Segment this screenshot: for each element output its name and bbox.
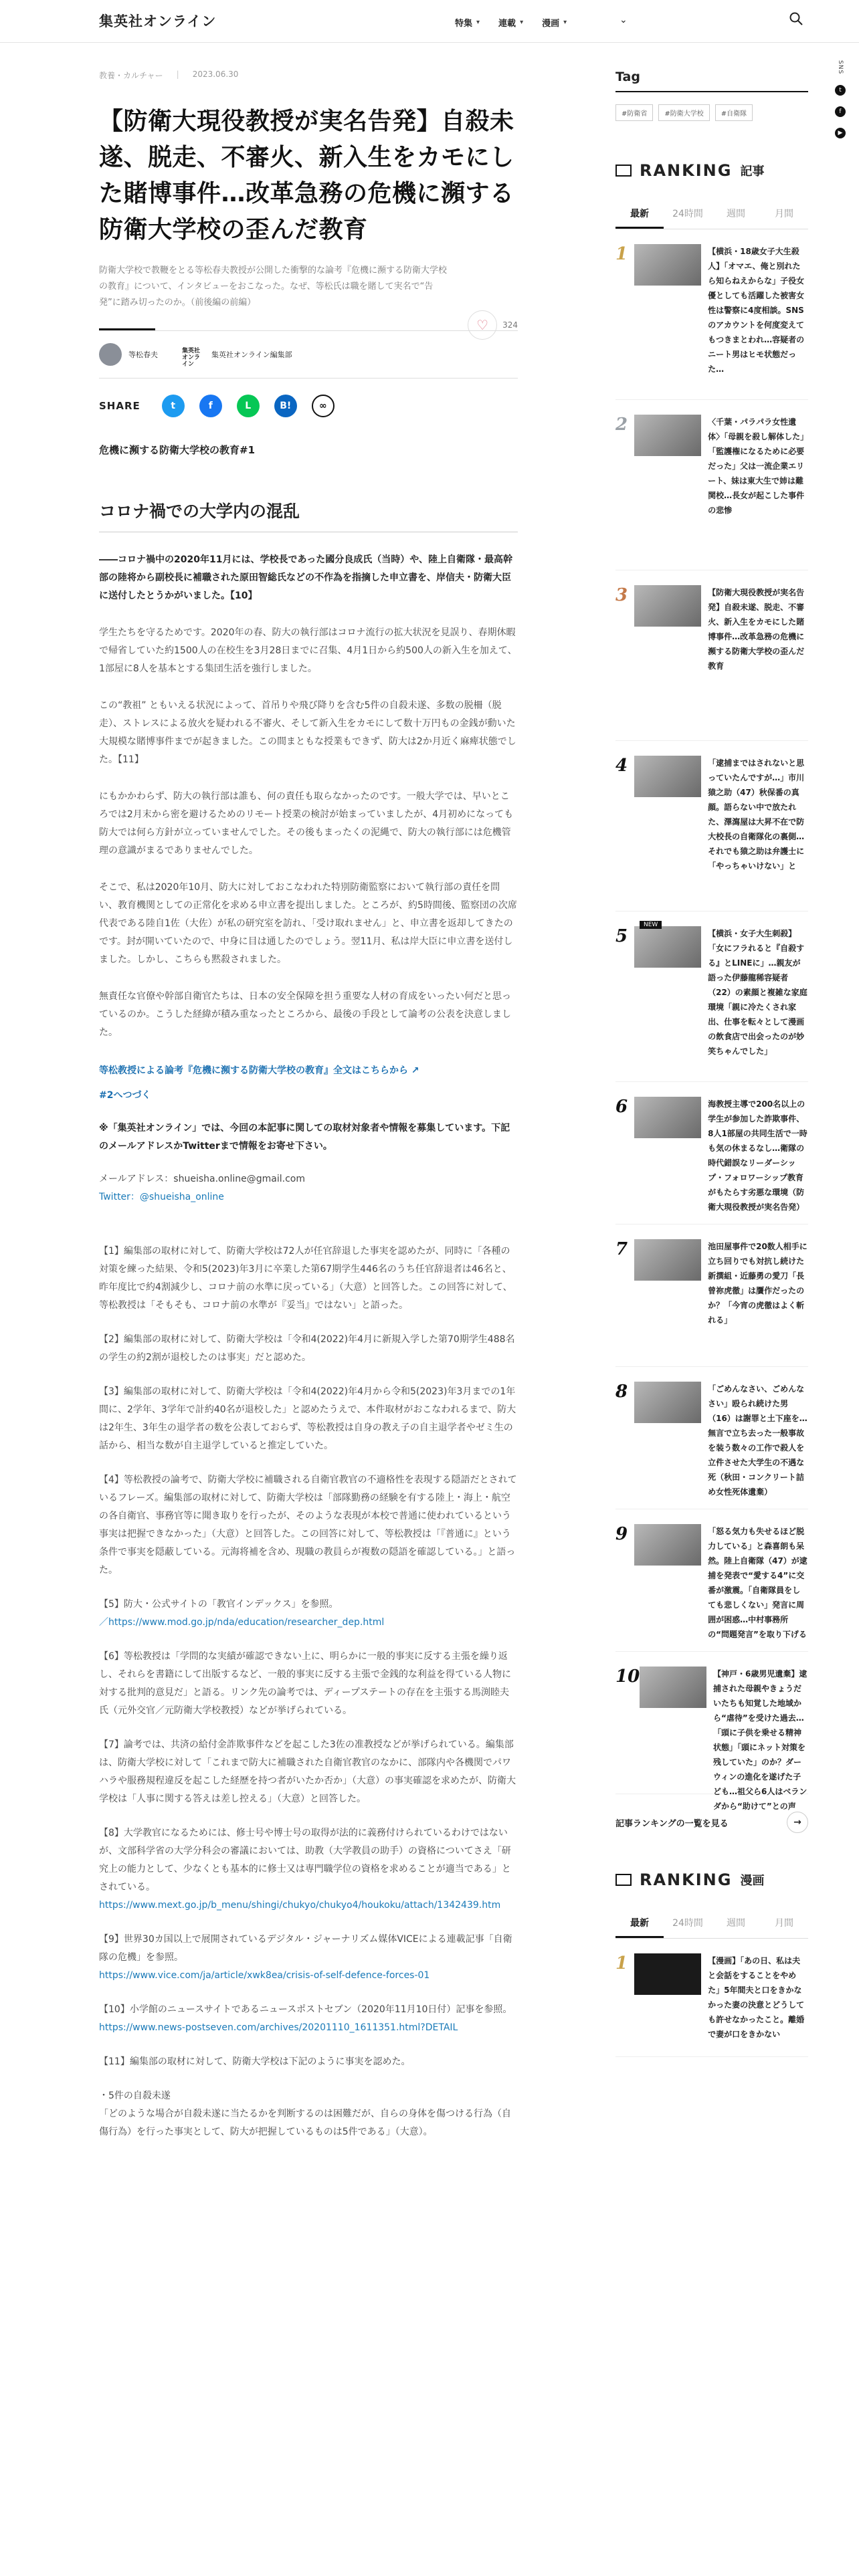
section-heading: コロナ禍での大学内の混乱 (99, 498, 518, 532)
nav-item-manga-label: 漫画 (542, 19, 560, 29)
tag-heading: Tag (615, 70, 808, 92)
nav-item-series[interactable] (498, 16, 523, 29)
tab-monthly[interactable]: 月間 (775, 1918, 793, 1929)
body-paragraph: にもかかわらず、防大の執行部は誰も、何の責任も取らなかったのです。一般大学では、早いところでは2月末から密を避けるためのリモート授業の検討が始まっていましたが、4月初めになっても防大では何ら方針が立っていませんでした。その後もまったくの泥縄で、防大の執行部には危機管理の意識がまるでありませんでした。 (99, 791, 514, 856)
meta-divider: | (176, 70, 179, 79)
chevron-down-icon: ▾ (476, 19, 480, 26)
ranking-title: RANKING (640, 1870, 733, 1889)
avatar (99, 343, 122, 366)
category-link[interactable]: 教養・カルチャー (99, 71, 163, 80)
like-area (468, 310, 518, 340)
ranking-item[interactable] (615, 1082, 808, 1224)
ranking-item[interactable] (615, 1652, 808, 1811)
author-name: 集英社オンライン編集部 (211, 350, 292, 359)
footnote: 【3】編集部の取材に対して、防衛大学校は「令和4(2022)年4月から令和5(2023)年3月までの1年間に、2学年、3学年で計約40名が退校した」と認めたうえで、本件取材がおこなわれるまで、防大は2年生、3年生の退学者の数を公表しておらず、等松教授は自身の教え子の自主退学者やゼミ生の話から、相当な数が自主退学していると推定していた。 (99, 1386, 516, 1451)
rank-number: 6 (615, 1097, 628, 1117)
author-list (99, 331, 518, 378)
body-paragraph: この“教祖” ともいえる状況によって、首吊りや飛び降りを含む5件の自殺未遂、多数の脱柵（脱走）、ストレスによる放火を疑われる不審火、そして新入生をカモにして数十万円もの金銭が動いた大規模な賭博事件までが起きました。この間まともな授業もできず、防大は2か月近く麻痺状態でした。【11】 (99, 700, 516, 765)
ranking-icon (615, 165, 632, 177)
rank-number: 1 (615, 1953, 628, 1973)
hatena-icon[interactable]: B! (274, 395, 297, 417)
social-links (835, 60, 846, 138)
ranking-list (615, 229, 808, 1811)
twitter-icon[interactable]: t (162, 395, 185, 417)
footnote: 【9】世界30カ国以上で展開されているデジタル・ジャーナリズム媒体VICEによる連載記事「自衛隊の危機」を参照。 (99, 1934, 512, 1963)
publish-date: 2023.06.30 (192, 70, 239, 79)
footnote-item-label: ・5件の自殺未遂 (99, 2090, 171, 2101)
nav-item-manga[interactable] (542, 16, 567, 29)
tab-weekly[interactable]: 週間 (727, 209, 745, 219)
tab-monthly[interactable]: 月間 (775, 209, 793, 219)
tag-list (615, 104, 808, 121)
ranking-item[interactable] (615, 570, 808, 741)
rank-number: 7 (615, 1239, 628, 1259)
contact-twitter[interactable]: Twitter：@shueisha_online (99, 1192, 224, 1202)
line-icon[interactable]: L (237, 395, 260, 417)
rank-number: 5 (615, 926, 628, 946)
tag-chip[interactable]: #防衛省 (615, 104, 653, 121)
thumbnail (634, 585, 701, 627)
chevron-down-icon: ▾ (563, 19, 567, 26)
sns-label: SNS (837, 60, 844, 75)
body-paragraph: そこで、私は2020年10月、防大に対しておこなわれた特別防衛監察において執行部の責任を問い、教育機関としての正常化を求める申立書を提出しました。ところが、約5時間後、監察団の次席代表である陸自1佐（大佐）が私の研究室を訪れ、「受け取れません」と、申立書を返却してきたのです。封が開いていたので、中身に目は通したのでしょう。翌11月、私は岸大臣に申立書を送付しました。しかし、こちらも黙殺されました。 (99, 882, 517, 965)
link-icon[interactable]: ∞ (312, 395, 335, 417)
youtube-icon[interactable]: ▶ (835, 128, 846, 138)
tag-chip[interactable]: #防衛大学校 (658, 104, 709, 121)
rank-number: 1 (615, 244, 628, 264)
tab-24h[interactable]: 24時間 (672, 209, 703, 219)
rank-text: 「ごめんなさい、ごめんなさい」殴られ続けた男（16）は謝罪と土下座を…無言で立ち去った一般事故を装う数々の工作で殺人を立件させた大学生の不遇な死（秋田・コンクリート詰め女性死体遺棄） (708, 1384, 807, 1497)
footnote: 【2】編集部の取材に対して、防衛大学校は「令和4(2022)年4月に新規入学した第70期学生488名の学生の約2割が退校したのは事実」だと認めた。 (99, 1334, 515, 1363)
author-name: 等松春夫 (128, 350, 158, 359)
rank-number: 4 (615, 756, 628, 776)
facebook-icon[interactable]: f (199, 395, 222, 417)
ranking-item[interactable] (615, 911, 808, 1082)
author-item[interactable] (99, 343, 158, 366)
ranking-item[interactable] (615, 400, 808, 570)
ranking-item[interactable] (615, 741, 808, 911)
thumbnail (634, 244, 701, 286)
footnote: 【10】小学館のニュースサイトであるニュースポストセブン（2020年11月10日付）記事を参照。 (99, 2004, 512, 2015)
tab-24h[interactable]: 24時間 (672, 1918, 703, 1929)
chevron-down-icon[interactable]: ⌄ (619, 15, 628, 25)
rank-number: 2 (615, 415, 628, 435)
body-paragraph: 学生たちを守るためです。2020年の春、防大の執行部はコロナ流行の拡大状況を見誤り、春期休暇で帰省していた約1500人の在校生を3月28日までに召集、4月1日から約500人の新入生を加えて、1部屋に8人を基本とする集団生活を強行しました。 (99, 627, 517, 674)
avatar: 集英社 オンライン (182, 348, 201, 368)
footnote: 【4】等松教授の論考で、防衛大学校に補職される自衛官教官の不適格性を表現する隠語だとされているフレーズ。編集部の取材に対して、防衛大学校は「部隊勤務の経験を有する陸上・海上・航空の各自衛官、事務官等に聞き取りを行ったが、そのような表現が本校で普通に使われているという事実は把握できなかった」（大意）と回答した。この回答に対して、等松教授は「『普通に』という条件で事実を隠蔽している。元海将補を含め、現職の教員らが複数の隠語を確認している。」と語った。 (99, 1475, 517, 1576)
rank-text: 「逮捕まではされないと思っていたんですが…」市川猿之助（47）秋保番の真顔。語らない中で放たれた、澤瀉屋は大昇不在で防大校長の自衛隊化の裏側…それでも猿之助は弁護士に「やっちゃいけない」と (708, 758, 805, 871)
nav-item-series-label: 連載 (498, 19, 516, 29)
divider (99, 378, 518, 379)
rank-text: 【漫画】「あの日、私は夫と会話をすることをやめた」5年間夫と口をきかなかった妻の決意とどうしても許せなかったこと。離婚で妻が口をきかない (708, 1956, 805, 2039)
ronkou-link-label: 等松教授による論考『危機に瀕する防衛大学校の教育』全文はこちらから (99, 1065, 408, 1076)
thumbnail (634, 415, 701, 456)
rank-text: 池田屋事件で20数人相手に立ち回りでも対抗し続けた新撰組・近藤勇の愛刀「長曾祢虎徹」は贋作だったのか？「今宵の虎徹はよく斬れる」 (708, 1242, 807, 1325)
footnote-url[interactable]: ／https://www.mod.go.jp/nda/education/researcher_dep.html (99, 1617, 385, 1628)
rank-text: 【防衛大現役教授が実名告発】自殺未遂、脱走、不審火、新入生をカモにした賭博事件…改革急務の危機に瀕する防衛大学校の歪んだ教育 (708, 588, 805, 671)
rank-number: 3 (615, 585, 628, 605)
chevron-down-icon: ▾ (520, 19, 524, 26)
arrow-right-icon: → (787, 1812, 808, 1833)
ranking-title: RANKING (640, 161, 733, 180)
like-count: 324 (502, 320, 518, 330)
manga-ranking-heading (615, 1870, 808, 1889)
footnote-url[interactable]: https://www.vice.com/ja/article/xwk8ea/crisis-of-self-defence-forces-01 (99, 1970, 430, 1981)
rank-text: 【横浜・女子大生刺殺】「女にフラれると『自殺する』とLINEに」…親友が語った伊藤龍稀容疑者（22）の素顔と複雑な家庭環境「親に冷たくされ家出、仕事を転々として漫画の飲食店で出会ったのが妙笑ちゃんでした」 (708, 929, 807, 1056)
share-bar (99, 395, 518, 417)
twitter-icon[interactable]: t (835, 85, 846, 96)
thumbnail (634, 1524, 701, 1566)
rank-number: 9 (615, 1524, 628, 1544)
tag-chip[interactable]: #自衛隊 (715, 104, 753, 121)
rank-text: 〈千葉・パラパラ女性遺体〉「母親を殺し解体した」「監護権になるために必要だった」父は一流企業エリート、妹は東大生で姉は難関校…長女が起こした事件の悲惨 (708, 417, 805, 515)
next-page-link[interactable]: #2へつづく (99, 1090, 151, 1101)
ranking-item[interactable] (615, 1367, 808, 1509)
footnote-url[interactable]: https://www.mext.go.jp/b_menu/shingi/chukyo/chukyo4/houkoku/attach/1342439.htm (99, 1900, 501, 1911)
rank-text: 【横浜・18歳女子大生殺人】「オマエ、俺と別れたら知らねえからな」子役女優としても活躍した被害女性は警察に4度相談。SNSのアカウントを何度変えてもつきまとわれ…容疑者のニート男はヒモ状態だった… (708, 247, 805, 374)
thumbnail (634, 1382, 701, 1423)
tab-weekly[interactable]: 週間 (727, 1918, 745, 1929)
new-badge: NEW (640, 921, 662, 929)
main-nav (455, 16, 567, 29)
ranking-tabs (615, 200, 808, 229)
sidebar (615, 70, 808, 2057)
ranking-item[interactable] (615, 1509, 808, 1652)
footnote-url[interactable]: https://www.news-postseven.com/archives/20201110_1611351.html?DETAIL (99, 2022, 458, 2033)
thumbnail (640, 1667, 706, 1708)
article-main (99, 70, 518, 2141)
manga-ranking-item[interactable] (615, 1939, 808, 2057)
external-link-icon: ↗ (411, 1065, 419, 1076)
ranking-heading (615, 161, 808, 180)
series-title[interactable]: 危機に瀕する防衛大学校の教育#1 (99, 444, 256, 456)
nav-item-feature-label: 特集 (455, 19, 473, 29)
rank-number: 8 (615, 1382, 628, 1402)
article-lead: 防衛大学校で教鞭をとる等松春夫教授が公開した衝撃的な論考『危機に瀕する防衛大学校の教育』について、インタビューをおこなった。なぜ、等松氏は職を賭して実名で“告発”に踏み切ったのか。（前後編の前編） (99, 265, 448, 308)
footnote: 【8】大学教官になるためには、修士号や博士号の取得が法的に義務付けられているわけではないが、文部科学省の大学分科会の審議においては、助教（大学教員の助手）の資格についてさえ「研究上の能力として、少なくとも基本的に修士又は専門職学位の資格を求めることが適当である」とされている。 (99, 1828, 511, 1893)
article-title: 【防衛大現役教授が実名告発】自殺未遂、脱走、不審火、新入生をカモにした賭博事件…改革急務の危機に瀕する防衛大学校の歪んだ教育 (99, 108, 514, 243)
interview-question: ――コロナ禍中の2020年11月には、学校長であった國分良成氏（当時）や、陸上自衛隊・最高幹部の陸将から副校長に補職された原田智総氏などの不作為を指摘した申立書を、岸信夫・防衛大臣に送付したとうかがいました。【10】 (99, 554, 513, 601)
rank-number: 10 (615, 1667, 640, 1687)
footnote: 【7】論考では、共済の給付金詐欺事件などを起こした3佐の准教授などが挙げられている。編集部は、防衛大学校に対して「これまで防大に補職された自衛官教官のなかに、部隊内や各機関でパワハラや服務規程違反を起こした経歴を持つ者がいたか否か」（大意）の事実確認を求めたが、防衛大学校は「人事に関する答えは差し控える」（大意）と回答した。 (99, 1739, 516, 1804)
search-icon[interactable] (788, 11, 804, 27)
info-request: ※「集英社オンライン」では、今回の本記事に関しての取材対象者や情報を募集しています。下記のメールアドレスかTwitterまで情報をお寄せ下さい。 (99, 1123, 510, 1152)
article-meta (99, 70, 518, 81)
thumbnail (634, 1239, 701, 1281)
heart-icon[interactable]: ♡ (468, 310, 497, 340)
footnote-item-text: 「どのような場合が自殺未遂に当たるかを判断するのは困難だが、自らの身体を傷つける行為（自傷行為）を行った事実として、防大が把握しているものは5件である」（大意）。 (99, 2109, 511, 2137)
rank-text: 【神戸・6歳男児遺棄】逮捕された母親やきょうだいたちも知覚した地域から“虐待”を受けた過去…「頭に子供を乗せる精神状態」「頭にネット対策を残していた」のか？ダーウィンの進化を遂げた子ども…祖父ら6人はベランダから“助けて”との声 (713, 1669, 807, 1811)
ranking-icon (615, 1874, 632, 1886)
share-label: SHARE (99, 400, 140, 412)
manga-ranking-tabs (615, 1909, 808, 1939)
site-header (0, 0, 859, 43)
footnote: 【1】編集部の取材に対して、防衛大学校は72人が任官辞退した事実を認めたが、同時に「各種の対策を練った結果、令和5(2023)年3月に卒業した第67期学生446名のうち任官辞退者は46名と、昨年度比で約4割減少し、コロナ前の水準に戻っている」（大意）と回答した。この回答に対して、等松教授は「そもそも、コロナ前の水準が『妥当』ではない」と語った。 (99, 1246, 512, 1311)
footnote: 【6】等松教授は「学問的な実績が確認できない上に、明らかに一般的事実に反する主張を繰り返し、それらを書籍にして出版するなど、一般的事実に反する主張で金銭的な利益を得ている人物に対する批判的意見だ」と語る。リンク先の論考では、ディープステートの存在を主張する馬渕睦夫氏（元外交官／元防衛大学校教授）などが挙げられている。 (99, 1651, 511, 1716)
body-paragraph: 無責任な官僚や幹部自衛官たちは、日本の安全保障を担う重要な人材の育成をいったい何だと思っているのか。こうした経緯が積み重なったところから、最後の手段として論考の公表を決意しました。 (99, 991, 511, 1038)
ranking-more-link[interactable] (615, 1812, 808, 1833)
rank-text: 「怒る気力も失せるほど脱力している」と森喜朗も呆然。陸上自衛隊（47）が逮捕を発表で“愛する4”に交番が激震。「自衛隊員をしても悲しくない」発言に周囲が困惑…中村事務所の“問題発言”を取り下げる (708, 1527, 807, 1639)
thumbnail (634, 756, 701, 797)
facebook-icon[interactable]: f (835, 106, 846, 117)
thumbnail (634, 1953, 701, 1995)
site-logo[interactable]: 集英社オンライン (99, 13, 217, 29)
rank-text: 海教授主導で200名以上の学生が参加した詐欺事件、8人1部屋の共同生活で一時も気の休まるなし…衛隊の時代錯誤なリーダーシップ・フォロワーシップ教育がもたらす劣悪な環境（防衛大現役教授が実名告発） (708, 1099, 807, 1212)
footnote: 【5】防大・公式サイトの「教官インデックス」を参照。 (99, 1599, 339, 1610)
tab-latest[interactable]: 最新 (615, 200, 664, 229)
ronkou-link[interactable] (99, 1062, 518, 1080)
footnote: 【11】編集部の取材に対して、防衛大学校は下記のように事実を認めた。 (99, 2056, 411, 2067)
contact-mail[interactable]: メールアドレス：shueisha.online@gmail.com (99, 1174, 305, 1184)
footnotes (99, 1243, 518, 2141)
thumbnail (634, 1097, 701, 1138)
author-item[interactable] (182, 348, 292, 368)
thumbnail (634, 926, 701, 968)
ranking-item[interactable] (615, 1224, 808, 1367)
nav-item-feature[interactable] (455, 16, 480, 29)
tab-latest[interactable]: 最新 (615, 1909, 664, 1938)
ranking-suffix: 漫画 (740, 1874, 765, 1888)
ranking-item[interactable] (615, 229, 808, 400)
ranking-suffix: 記事 (740, 165, 765, 179)
ranking-more-label: 記事ランキングの一覧を見る (615, 1818, 729, 1829)
